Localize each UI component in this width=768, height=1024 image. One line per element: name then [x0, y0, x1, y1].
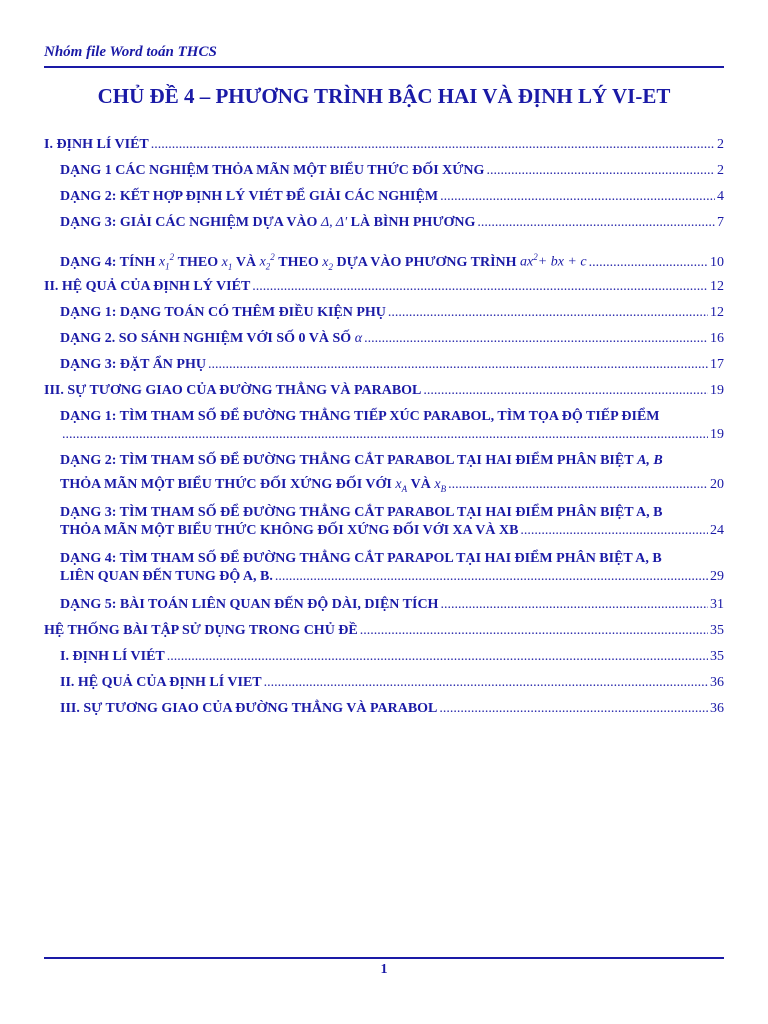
toc-entry[interactable] [60, 550, 724, 586]
toc-page-number: 2 [717, 163, 724, 178]
toc-leader [440, 188, 715, 206]
toc-leader [151, 136, 715, 154]
toc-page-number: 19 [710, 383, 724, 398]
toc-leader [448, 476, 708, 494]
toc-page-number: 36 [710, 701, 724, 716]
toc-leader [520, 522, 708, 540]
toc-math: Δ, Δ' [320, 215, 348, 230]
toc-entry[interactable] [44, 278, 724, 296]
toc-page-number: 2 [717, 137, 724, 152]
toc-entry-text: LIÊN QUAN ĐẾN TUNG ĐỘ A, B. [60, 569, 273, 584]
toc-leader [264, 674, 708, 692]
toc-page-number: 36 [710, 675, 724, 690]
toc-page-number: 4 [717, 189, 724, 204]
toc-leader [208, 356, 708, 374]
toc-page-number: 7 [717, 215, 724, 230]
toc-entry[interactable] [60, 248, 724, 275]
toc-entry[interactable] [60, 330, 724, 348]
toc-entry-text: VÀ [235, 254, 257, 270]
toc-page-number: 31 [710, 597, 724, 612]
toc-math: $x_A$ [395, 477, 408, 494]
toc-entry-text: DẠNG 3: GIẢI CÁC NGHIỆM DỰA VÀO [60, 215, 318, 230]
toc-page-number: 24 [710, 523, 724, 538]
toc-page-number: 29 [710, 569, 724, 584]
toc-entry[interactable] [44, 382, 724, 400]
toc-leader [360, 622, 708, 640]
running-header: Nhóm file Word toán THCS [44, 44, 217, 60]
toc-entry-text: DẠNG 3: ĐẶT ẨN PHỤ [60, 357, 206, 372]
toc-leader [167, 648, 708, 666]
toc-math: $x_2^2$ [259, 252, 275, 272]
page-title: CHỦ ĐỀ 4 – PHƯƠNG TRÌNH BẬC HAI VÀ ĐỊNH LÝ VI-ET [97, 84, 671, 108]
toc-entry[interactable] [44, 136, 724, 154]
toc-entry[interactable] [60, 674, 724, 692]
toc-entry-text: II. HỆ QUẢ CỦA ĐỊNH LÝ VIÉT [44, 279, 251, 294]
toc-leader [589, 254, 708, 272]
toc-entry-text: III. SỰ TƯƠNG GIAO CỦA ĐƯỜNG THẲNG VÀ PARABOL [60, 701, 438, 716]
toc-entry-text: III. SỰ TƯƠNG GIAO CỦA ĐƯỜNG THẲNG VÀ PARABOL [44, 383, 422, 398]
toc-entry[interactable] [60, 648, 724, 666]
toc-math: α [354, 331, 363, 346]
toc-page-number: 35 [710, 623, 724, 638]
toc-leader [364, 330, 708, 348]
toc-entry-text: DẠNG 1: TÌM THAM SỐ ĐỂ ĐƯỜNG THẲNG TIẾP XÚC PARABOL, TÌM TỌA ĐỘ TIẾP ĐIỂM [60, 409, 660, 424]
toc-entry[interactable] [44, 622, 724, 640]
toc-entry-text: THỎA MÃN MỘT BIỂU THỨC ĐỐI XỨNG ĐỐI VỚI [60, 477, 392, 492]
toc-math: $ax^2+$ bx + c [520, 252, 587, 270]
toc-leader [388, 304, 708, 322]
toc-entry-text: I. ĐỊNH LÍ VIÉT [60, 649, 165, 664]
toc-entry-text: I. ĐỊNH LÍ VIÉT [44, 137, 149, 152]
toc-page-number: 12 [710, 305, 724, 320]
toc-entry-text: DẠNG 2: TÌM THAM SỐ ĐỂ ĐƯỜNG THẲNG CẮT PARABOL TẠI HAI ĐIỂM PHÂN BIỆT [60, 453, 634, 468]
toc-math: $x_1^2$ [158, 252, 175, 272]
toc-leader [275, 568, 708, 586]
toc-entry[interactable] [60, 356, 724, 374]
toc-leader [439, 700, 708, 718]
toc-entry-text: THỎA MÃN MỘT BIỂU THỨC KHÔNG ĐỐI XỨNG ĐỐI VỚI XA VÀ XB [60, 523, 519, 538]
toc-entry[interactable] [60, 408, 724, 444]
toc-leader [62, 426, 708, 444]
toc-entry[interactable] [60, 700, 724, 718]
toc-entry-text: HỆ THỐNG BÀI TẬP SỬ DỤNG TRONG CHỦ ĐỀ [44, 623, 358, 638]
toc-leader [440, 596, 708, 614]
toc-entry-text: II. HỆ QUẢ CỦA ĐỊNH LÍ VIET [60, 675, 262, 690]
toc-entry-text: DẠNG 2. SO SÁNH NGHIỆM VỚI SỐ 0 VÀ SỐ [60, 331, 352, 346]
toc-page-number: 12 [710, 279, 724, 294]
toc-entry-text: DẠNG 1: DẠNG TOÁN CÓ THÊM ĐIỀU KIỆN PHỤ [60, 305, 386, 320]
toc-page-number: 17 [710, 357, 724, 372]
toc-math: A, B [637, 453, 663, 468]
toc-entry[interactable] [60, 162, 724, 180]
toc-page-number: 19 [710, 427, 724, 442]
toc-leader [252, 278, 708, 296]
toc-entry-text: DẠNG 2: KẾT HỢP ĐỊNH LÝ VIÉT ĐỂ GIẢI CÁC NGHIỆM [60, 189, 439, 204]
toc-entry-text: DẠNG 4: TÍNH [60, 254, 156, 270]
toc-page-number: 16 [710, 331, 724, 346]
toc-entry-text: DỰA VÀO PHƯƠNG TRÌNH [336, 254, 517, 270]
page-number: 1 [380, 962, 388, 977]
toc-entry-text: THEO [278, 254, 319, 270]
toc-math: $x_1$ [221, 254, 233, 272]
toc-entry[interactable] [60, 504, 724, 540]
toc-entry-text: DẠNG 1 CÁC NGHIỆM THỎA MÃN MỘT BIỂU THỨC ĐỐI XỨNG [60, 163, 485, 178]
toc-page-number: 35 [710, 649, 724, 664]
toc-page-number: 10 [710, 254, 724, 270]
toc-entry[interactable] [60, 214, 724, 232]
toc-page-number: 20 [710, 477, 724, 492]
toc-entry-text: LÀ BÌNH PHƯƠNG [350, 215, 476, 230]
toc-entry-text: DẠNG 5: BÀI TOÁN LIÊN QUAN ĐẾN ĐỘ DÀI, DIỆN TÍCH [60, 597, 439, 612]
toc-entry[interactable] [60, 452, 724, 498]
toc-entry[interactable] [60, 596, 724, 614]
toc-math: $x_2$ [322, 254, 333, 272]
toc-entry-text: THEO [177, 254, 219, 270]
toc-entry-text: DẠNG 4: TÌM THAM SỐ ĐỂ ĐƯỜNG THẲNG CẮT PARAPOL TẠI HAI ĐIỂM PHÂN BIỆT A, B [60, 551, 662, 566]
toc-leader [423, 382, 708, 400]
toc-entry-text: DẠNG 3: TÌM THAM SỐ ĐỂ ĐƯỜNG THẲNG CẮT PARABOL TẠI HAI ĐIỂM PHÂN BIỆT A, B [60, 505, 663, 520]
toc-leader [477, 214, 715, 232]
toc-leader [486, 162, 715, 180]
header-divider [44, 66, 724, 68]
toc-entry[interactable] [60, 304, 724, 322]
toc-entry-text: VÀ [410, 477, 431, 492]
toc-math: $x_B$ [434, 477, 447, 494]
toc-entry[interactable] [60, 188, 724, 206]
footer-divider [44, 957, 724, 959]
